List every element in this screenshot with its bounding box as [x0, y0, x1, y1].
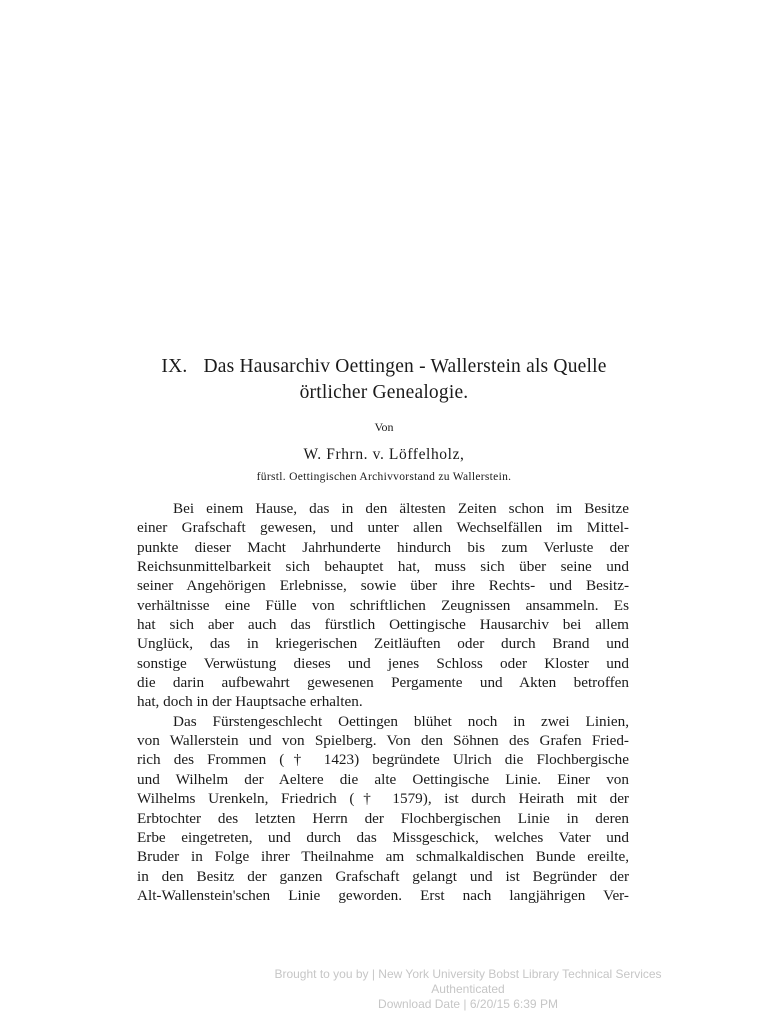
body-line: von Wallerstein und von Spielberg. Von den Söhnen des Grafen Fried-: [137, 732, 629, 750]
body-line: die darin aufbewahrt gewesenen Pergamente und Akten betroffen: [137, 674, 629, 692]
article-title-main: Das Hausarchiv Oettingen - Wallerstein als Quelle: [203, 356, 607, 377]
article-title-line-2: örtlicher Genealogie.: [299, 382, 469, 403]
body-line: und Wilhelm der Aeltere die alte Oettingische Linie. Einer von: [137, 770, 629, 788]
author-affiliation: fürstl. Oettingischen Archivvorstand zu Wallerstein.: [256, 471, 512, 483]
article-number: IX.: [161, 356, 188, 377]
body-line: punkte dieser Macht Jahrhunderte hindurch bis zum Verluste der: [137, 538, 629, 556]
footer-provider: Brought to you by | New York University Bobst Library Technical Services: [274, 967, 662, 981]
body-line: seiner Angehörigen Erlebnisse, sowie über ihre Rechts- und Besitz-: [137, 577, 629, 595]
body-text: [137, 499, 629, 905]
byline-von: Von: [374, 420, 394, 434]
article-title-line-1: [0, 356, 768, 378]
body-line: einer Grafschaft gewesen, und unter allen Wechselfällen im Mittel-: [137, 519, 629, 537]
body-line: Unglück, das in kriegerischen Zeitläuften oder durch Brand und: [137, 635, 629, 653]
body-line: Erbe eingetreten, und durch das Missgeschick, welches Vater und: [137, 828, 629, 846]
body-line: Bei einem Hause, das in den ältesten Zeiten schon im Besitze: [173, 500, 629, 517]
footer-authenticated: Authenticated: [431, 982, 505, 997]
body-line: rich des Frommen († 1423) begründete Ulrich die Flochbergische: [137, 751, 629, 769]
body-line: in den Besitz der ganzen Grafschaft gelangt und ist Begründer der: [137, 867, 629, 885]
footer-download-date: Download Date | 6/20/15 6:39 PM: [378, 997, 558, 1012]
body-line: Reichsunmittelbarkeit sich behauptet hat, muss sich über seine und: [137, 558, 629, 576]
body-line: Bruder in Folge ihrer Theilnahme am schmalkaldischen Bunde ereilte,: [137, 848, 629, 866]
body-line: Erbtochter des letzten Herrn der Flochbergischen Linie in deren: [137, 809, 629, 827]
body-line: Wilhelms Urenkeln, Friedrich († 1579), ist durch Heirath mit der: [137, 790, 629, 808]
download-footer: [150, 967, 768, 1013]
body-line: sonstige Verwüstung dieses und jenes Schloss oder Kloster und: [137, 654, 629, 672]
author-name: W. Frhrn. v. Löffelholz,: [303, 446, 465, 463]
body-line: Alt-Wallenstein'schen Linie geworden. Erst nach langjährigen Ver-: [137, 886, 629, 904]
body-line: verhältnisse eine Fülle von schriftlichen Zeugnissen ansammeln. Es: [137, 596, 629, 614]
body-line: Das Fürstengeschlecht Oettingen blühet noch in zwei Linien,: [173, 712, 629, 730]
body-line: hat, doch in der Hauptsache erhalten.: [137, 693, 363, 711]
body-line: hat sich aber auch das fürstlich Oettingische Hausarchiv bei allem: [137, 616, 629, 634]
